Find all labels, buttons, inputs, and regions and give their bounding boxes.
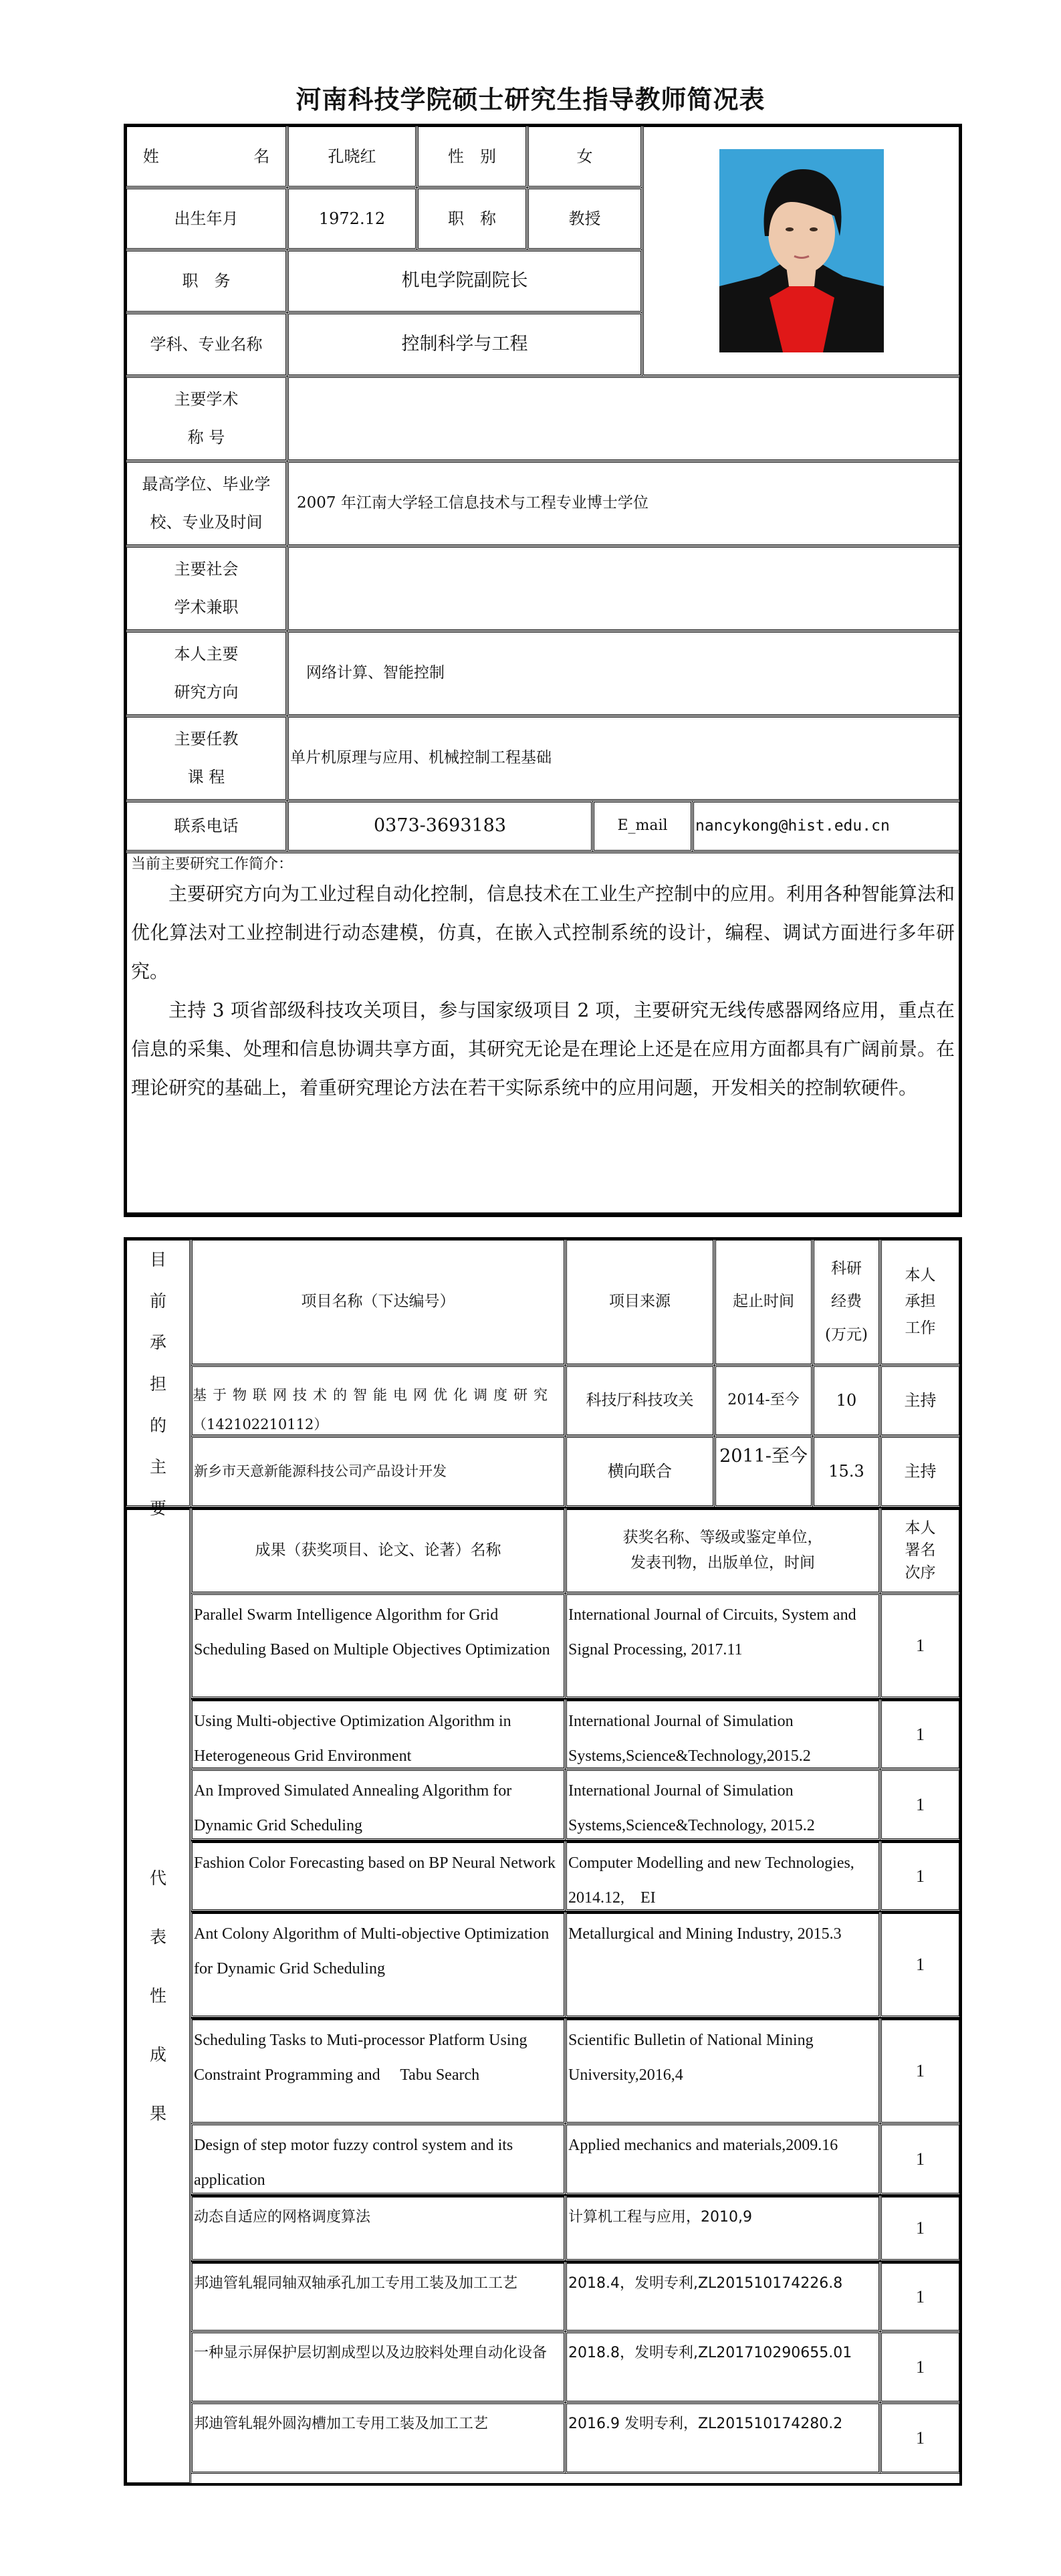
- project-row-funding: 10: [812, 1365, 880, 1436]
- achievement-venue: Applied mechanics and materials,2009.16: [565, 2123, 880, 2195]
- social-label-line: 主要社会: [174, 560, 239, 579]
- achievement-venue: International Journal of Circuits, System and Signal Processing, 2017.11: [565, 1593, 880, 1699]
- achievement-order: 1: [880, 2123, 961, 2195]
- title-value: 教授: [527, 187, 642, 250]
- social-label-line: 学术兼职: [174, 598, 239, 617]
- research-value: 网络计算、智能控制: [287, 631, 961, 716]
- project-row-source: 横向联合: [565, 1436, 715, 1507]
- achievement-name: 邦迪管轧辊外圆沟槽加工专用工装及加工工艺: [191, 2402, 566, 2474]
- photo-cell: [642, 125, 961, 377]
- project-row-role: 主持: [880, 1436, 961, 1507]
- section-label-char: 果: [149, 2104, 166, 2123]
- achievement-name: 邦迪管轧辊同轴双轴承孔加工专用工装及加工工艺: [191, 2260, 566, 2332]
- gender-value: 女: [527, 125, 642, 188]
- research-summary: [125, 851, 961, 1216]
- role-header-line: 本人: [905, 1266, 936, 1284]
- section-label-char: 担: [149, 1374, 166, 1394]
- discipline-value: 控制科学与工程: [287, 312, 642, 377]
- achievement-name: Scheduling Tasks to Muti-processor Platform Using Constraint Programming and Tabu Search: [191, 2017, 566, 2124]
- gender-label: 性 别: [417, 125, 527, 188]
- section-label-char: 主: [149, 1457, 166, 1477]
- project-row-period: 2011-至今: [714, 1436, 813, 1507]
- honor-label: [125, 376, 287, 461]
- email-value[interactable]: nancykong@hist.edu.cn: [692, 800, 961, 852]
- achievements-header-order: [880, 1507, 961, 1594]
- achievement-order: 1: [880, 2017, 961, 2124]
- achievement-name: Design of step motor fuzzy control system and its application: [191, 2123, 566, 2195]
- achievement-venue: 2018.8，发明专利,ZL201710290655.01: [565, 2331, 880, 2403]
- project-row-name: 新乡市天意新能源科技公司产品设计开发: [191, 1436, 566, 1507]
- order-header-line: 次序: [905, 1564, 936, 1582]
- achievement-name: Parallel Swarm Intelligence Algorithm for Grid Scheduling Based on Multiple Objectives Optimization: [191, 1593, 566, 1699]
- achievement-venue: International Journal of Simulation Systems,Science&Technology,2015.2: [565, 1698, 880, 1769]
- achievement-venue: 2016.9 发明专利，ZL201510174280.2: [565, 2402, 880, 2474]
- page-title: 河南科技学院硕士研究生指导教师简况表: [296, 85, 765, 114]
- project-row-period: 2014-至今: [714, 1365, 813, 1436]
- achievement-name: 动态自适应的网格调度算法: [191, 2194, 566, 2261]
- degree-label-line: 最高学位、毕业学: [142, 475, 271, 494]
- teacher-photo: [719, 149, 884, 352]
- achievement-order: 1: [880, 1769, 961, 1840]
- role-header-line: 承担: [905, 1293, 936, 1311]
- venue-header-line: 获奖名称、等级或鉴定单位，: [622, 1529, 823, 1547]
- projects-section-label: [125, 1239, 191, 1518]
- achievements-header-venue: [565, 1507, 880, 1594]
- funding-header-line: 经费: [830, 1293, 862, 1311]
- achievement-venue: 2018.4，发明专利,ZL201510174226.8: [565, 2260, 880, 2332]
- funding-header-line: 科研: [830, 1259, 862, 1277]
- achievement-order: 1: [880, 2402, 961, 2474]
- degree-value: 2007 年江南大学轻工信息技术与工程专业博士学位: [287, 461, 961, 546]
- section-label-char: 承: [149, 1333, 166, 1352]
- position-value: 机电学院副院长: [287, 249, 642, 313]
- summary-heading: 当前主要研究工作简介：: [131, 856, 293, 873]
- name-label-part: 名: [253, 146, 270, 166]
- position-label: 职 务: [125, 249, 287, 313]
- section-label-char: 性: [149, 1986, 166, 2006]
- section-label-char: 代: [149, 1868, 166, 1888]
- summary-paragraph: 主持 3 项省部级科技攻关项目，参与国家级项目 2 项，主要研究无线传感器网络应用，重点在信息的采集、处理和信息协调共享方面，其研究无论是在理论上还是在应用方面都具有广阔前景。在理论研究的基础上，着重研究理论方法在若干实际系统中的应用问题，开发相关的控制软硬件。: [131, 999, 955, 1099]
- achievement-venue: Metallurgical and Mining Industry, 2015.3: [565, 1911, 880, 2018]
- projects-header-source: 项目来源: [565, 1239, 715, 1366]
- research-label: [125, 631, 287, 716]
- birth-value: 1972.12: [287, 187, 417, 250]
- achievement-order: 1: [880, 1840, 961, 1911]
- honor-label-line: 主要学术: [174, 390, 239, 409]
- degree-label: [125, 461, 287, 546]
- achievement-order: 1: [880, 2331, 961, 2403]
- project-name: 基于物联网技术的智能电网优化调度研究: [193, 1387, 554, 1403]
- summary-paragraph: 主要研究方向为工业过程自动化控制，信息技术在工业生产控制中的应用。利用各种智能算法和优化算法对工业控制进行动态建模，仿真，在嵌入式控制系统的设计，编程、调试方面进行多年研究。: [131, 883, 955, 982]
- order-header-line: 署名: [905, 1541, 936, 1560]
- research-label-line: 研究方向: [174, 683, 239, 702]
- courses-label-line: 课 程: [187, 768, 225, 786]
- achievements-header-name: 成果（获奖项目、论文、论著）名称: [191, 1507, 566, 1594]
- courses-value: 单片机原理与应用、机械控制工程基础: [287, 716, 961, 801]
- funding-header-line: (万元): [825, 1325, 868, 1344]
- phone-label: 联系电话: [125, 800, 287, 852]
- achievement-name: Fashion Color Forecasting based on BP Neural Network: [191, 1840, 566, 1911]
- honor-value: [287, 376, 961, 461]
- venue-header-line: 发表刊物，出版单位，时间: [630, 1554, 815, 1572]
- achievement-venue: Scientific Bulletin of National Mining University,2016,4: [565, 2017, 880, 2124]
- honor-label-line: 称 号: [187, 428, 225, 447]
- project-row-name: [191, 1365, 566, 1436]
- email-label: E_mail: [592, 800, 693, 852]
- project-row-role: 主持: [880, 1365, 961, 1436]
- courses-label: [125, 716, 287, 801]
- section-label-char: 表: [149, 1927, 166, 1947]
- achievement-name: Using Multi-objective Optimization Algorithm in Heterogeneous Grid Environment: [191, 1698, 566, 1769]
- section-label-char: 要: [149, 1499, 166, 1518]
- research-label-line: 本人主要: [174, 645, 239, 664]
- projects-header-period: 起止时间: [714, 1239, 813, 1366]
- achievement-venue: Computer Modelling and new Technologies, 2014.12, EI: [565, 1840, 880, 1911]
- projects-header-name: 项目名称（下达编号）: [191, 1239, 566, 1366]
- project-code: （142102210112）: [193, 1416, 328, 1432]
- birth-label: 出生年月: [125, 187, 287, 250]
- social-value: [287, 546, 961, 631]
- section-label-char: 目: [149, 1250, 166, 1269]
- achievement-name: An Improved Simulated Annealing Algorithm for Dynamic Grid Scheduling: [191, 1769, 566, 1840]
- name-label-part: 姓: [142, 146, 159, 166]
- achievements-section-label: [125, 1507, 191, 2484]
- achievement-venue: International Journal of Simulation Systems,Science&Technology, 2015.2: [565, 1769, 880, 1840]
- achievement-name: Ant Colony Algorithm of Multi-objective Optimization for Dynamic Grid Scheduling: [191, 1911, 566, 2018]
- role-header-line: 工作: [905, 1319, 936, 1337]
- courses-label-line: 主要任教: [174, 730, 239, 749]
- projects-header-funding: [812, 1239, 880, 1366]
- achievement-order: 1: [880, 2194, 961, 2261]
- project-row-funding: 15.3: [812, 1436, 880, 1507]
- social-label: [125, 546, 287, 631]
- section-label-char: 的: [149, 1416, 166, 1435]
- phone-value: 0373-3693183: [287, 800, 593, 852]
- achievement-venue: 计算机工程与应用，2010,9: [565, 2194, 880, 2261]
- order-header-line: 本人: [905, 1519, 936, 1537]
- section-label-char: 成: [149, 2045, 166, 2064]
- name-value: 孔晓红: [287, 125, 417, 188]
- projects-header-role: [880, 1239, 961, 1366]
- discipline-label: 学科、专业名称: [125, 312, 287, 377]
- achievement-name: 一种显示屏保护层切割成型以及边胶料处理自动化设备: [191, 2331, 566, 2403]
- achievement-order: 1: [880, 1593, 961, 1699]
- degree-label-line: 校、专业及时间: [150, 513, 263, 532]
- section-label-char: 前: [149, 1291, 166, 1311]
- name-label: [125, 125, 287, 188]
- achievement-order: 1: [880, 1698, 961, 1769]
- title-label: 职 称: [417, 187, 527, 250]
- achievement-order: 1: [880, 1911, 961, 2018]
- achievement-order: 1: [880, 2260, 961, 2332]
- project-row-source: 科技厅科技攻关: [565, 1365, 715, 1436]
